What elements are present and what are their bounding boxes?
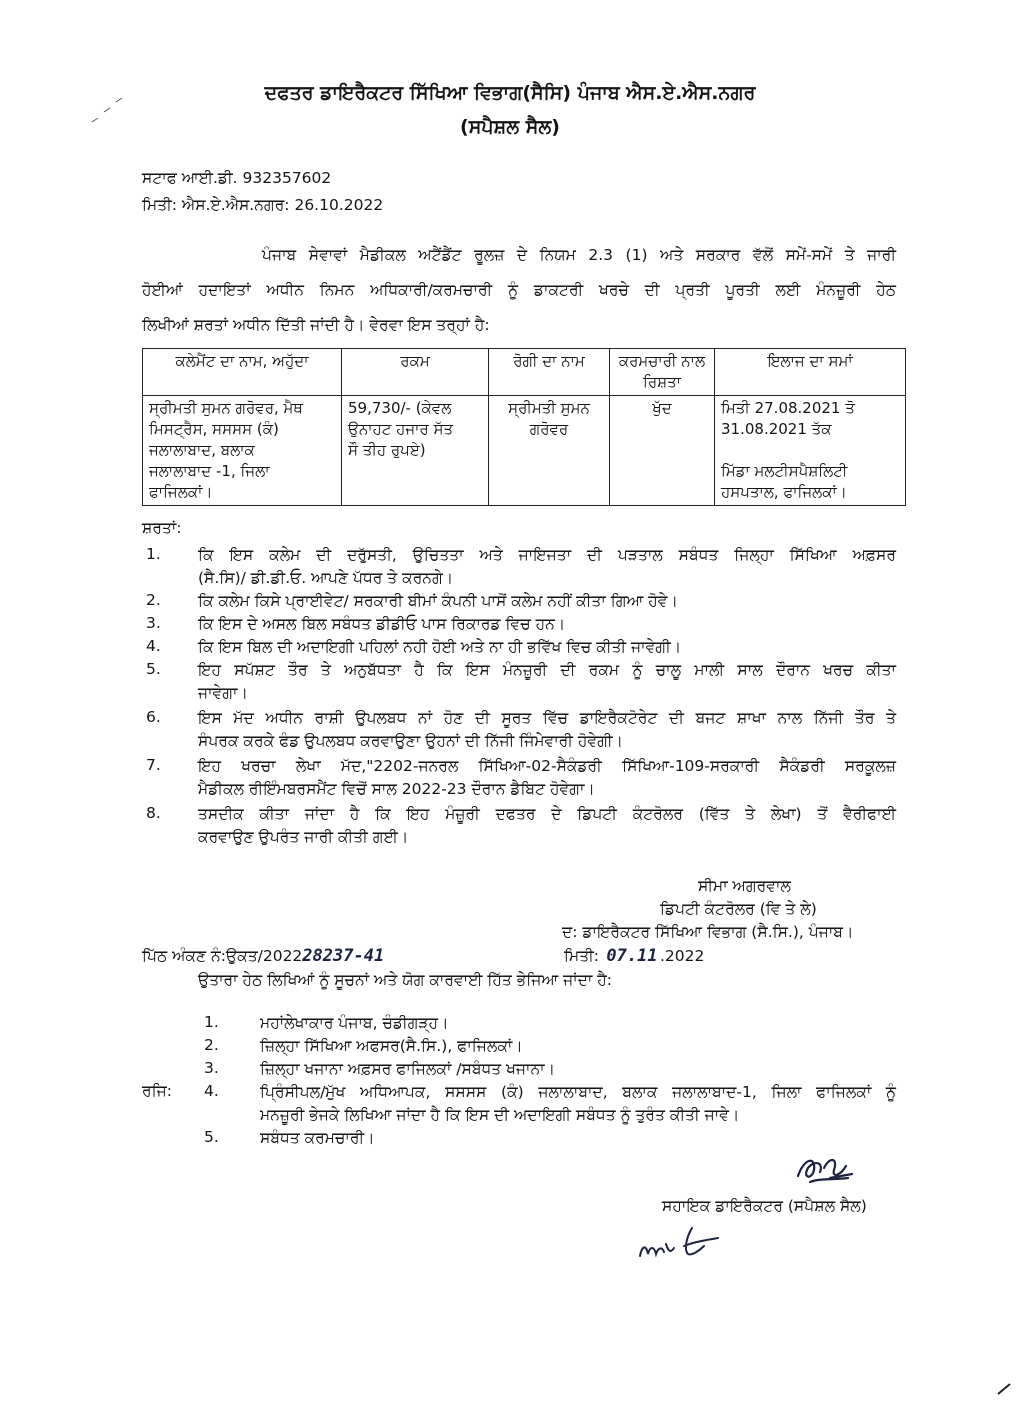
office-title: ਦਫਤਰ ਡਾਇਰੈਕਟਰ ਸਿੱਖਿਆ ਵਿਭਾਗ(ਸੈਸਿ) ਪੰਜਾਬ ਐਸ.ਏ.ਐਸ.ਨਗਰ xyxy=(264,82,756,104)
registered-prefix: ਰਜਿ: xyxy=(142,1082,172,1100)
recipient-5: ਸਬੰਧਤ ਕਰਮਚਾਰੀ। xyxy=(260,1129,375,1147)
cell-amount: 59,730/- (ਕੇਵਲ ਉਨਾਹਟ ਹਜਾਰ ਸੱਤ ਸੌ ਤੀਹ ਰੁਪਏ) xyxy=(342,396,489,506)
handwritten-date: 07.11 xyxy=(606,946,658,966)
intro-line-1: ਪੰਜਾਬ ਸੇਵਾਵਾਂ ਮੈਡੀਕਲ ਅਟੈਂਡੈਂਟ ਰੂਲਜ਼ ਦੇ ਨਿਯਮ 2.3 (1) ਅਤੇ ਸਰਕਾਰ ਵੱਲੋਂ ਸਮੇਂ-ਸਮੇਂ ਤੇ ਜਾਰੀ xyxy=(262,246,896,264)
recipient-number: 3. xyxy=(204,1059,219,1077)
condition-3-line-1: ਕਿ ਇਸ ਦੇ ਅਸਲ ਬਿਲ ਸਬੰਧਤ ਡੀਡੀਓ ਪਾਸ ਰਿਕਾਰਡ ਵਿਚ ਹਨ। xyxy=(198,615,566,633)
header-treatment: ਇਲਾਜ ਦਾ ਸਮਾਂ xyxy=(715,349,906,396)
corner-mark xyxy=(996,1380,1012,1396)
condition-5-line-1: ਇਹ ਸਪੱਸ਼ਟ ਤੌਰ ਤੇ ਅਨੁਬੱਧਤਾ ਹੈ ਕਿ ਇਸ ਮੰਨਜ਼ੂਰੀ ਦੀ ਰਕਮ ਨੂੰ ਚਾਲੂ ਮਾਲੀ ਸਾਲ ਦੌਰਾਨ ਖਰਚ ਕੀਤਾ xyxy=(198,661,896,679)
condition-6-line-2: ਸੰਪਰਕ ਕਰਕੇ ਫੰਡ ਉਪਲਬਧ ਕਰਵਾਉਣਾ ਉਹਨਾਂ ਦੀ ਨਿੱਜੀ ਜਿੰਮੇਵਾਰੀ ਹੋਵੇਗੀ। xyxy=(198,732,623,750)
condition-number: 8. xyxy=(146,804,161,822)
recipient-4-line-2: ਮਨਜ਼ੂਰੀ ਭੇਜਕੇ ਲਿਖਿਆ ਜਾਂਦਾ ਹੈ ਕਿ ਇਸ ਦੀ ਅਦਾਇਗੀ ਸਬੰਧਤ ਨੂੰ ਤੁਰੰਤ ਕੀਤੀ ਜਾਵੇ। xyxy=(260,1106,740,1124)
condition-1-line-1: ਕਿ ਇਸ ਕਲੇਮ ਦੀ ਦਰੁੱਸਤੀ, ਉਚਿਤਤਾ ਅਤੇ ਜਾਇਜਤਾ ਦੀ ਪੜਤਾਲ ਸਬੰਧਤ ਜਿਲ੍ਹਾ ਸਿੱਖਿਆ ਅਫ਼ਸਰ xyxy=(198,546,896,564)
condition-4-line-1: ਕਿ ਇਸ ਬਿਲ ਦੀ ਅਦਾਇਗੀ ਪਹਿਲਾਂ ਨਹੀ ਹੋਈ ਅਤੇ ਨਾ ਹੀ ਭਵਿੱਖ ਵਿਚ ਕੀਤੀ ਜਾਵੇਗੀ। xyxy=(198,638,682,656)
condition-number: 1. xyxy=(146,545,161,563)
condition-number: 6. xyxy=(146,708,161,726)
condition-8-line-2: ਕਰਵਾਉਣ ਉਪਰੰਤ ਜਾਰੀ ਕੀਤੀ ਗਈ। xyxy=(198,828,409,846)
condition-number: 2. xyxy=(146,591,161,609)
condition-7-line-2: ਮੈਡੀਕਲ ਰੀਇੰਮਬਰਸਮੈਂਟ ਵਿਚੋਂ ਸਾਲ 2022-23 ਦੌਰਾਨ ਡੈਬਿਟ ਹੋਵੇਗਾ। xyxy=(198,780,595,798)
recipient-number: 4. xyxy=(204,1082,219,1100)
handwritten-signature xyxy=(790,1148,870,1188)
condition-1-line-2: (ਸੈ.ਸਿ)/ ਡੀ.ਡੀ.ਓ. ਆਪਣੇ ਪੱਧਰ ਤੇ ਕਰਨਗੇ। xyxy=(198,569,454,587)
recipient-3: ਜ਼ਿਲ੍ਹਾ ਖਜਾਨਾ ਅਫ਼ਸਰ ਫਾਜਿਲਕਾਂ /ਸਬੰਧਤ ਖਜਾਨਾ। xyxy=(260,1060,556,1078)
header-amount: ਰਕਮ xyxy=(342,349,489,396)
signatory-office: ਦ: ਡਾਇਰੈਕਟਰ ਸਿੱਖਿਆ ਵਿਭਾਗ (ਸੈ.ਸਿ.), ਪੰਜਾਬ। xyxy=(562,923,854,941)
assistant-director-designation: ਸਹਾਇਕ ਡਾਇਰੈਕਟਰ (ਸਪੈਸ਼ਲ ਸੈਲ) xyxy=(662,1197,867,1215)
table-row xyxy=(143,396,906,506)
recipient-number: 2. xyxy=(204,1036,219,1054)
condition-8-line-1: ਤਸਦੀਕ ਕੀਤਾ ਜਾਂਦਾ ਹੈ ਕਿ ਇਹ ਮੰਜ਼ੂਰੀ ਦਫਤਰ ਦੇ ਡਿਪਟੀ ਕੰਟਰੋਲਰ (ਵਿੱਤ ਤੇ ਲੇਖਾ) ਤੋਂ ਵੈਰੀਫਾਈ xyxy=(198,805,896,823)
header-claimant: ਕਲੇਮੈਂਟ ਦਾ ਨਾਮ, ਅਹੁੱਦਾ xyxy=(143,349,342,396)
endorsement-number: ਪਿੱਠ ਅੰਕਣ ਨੰ:ਉਕਤ/202228237-41 xyxy=(142,946,385,966)
cell-treatment: ਮਿਤੀ 27.08.2021 ਤੋ 31.08.2021 ਤੱਕ ਮਿੱਡਾ ਮਲਟੀਸਪੈਸ਼ਲਿਟੀ ਹਸਪਤਾਲ, ਫਾਜਿਲਕਾਂ। xyxy=(715,396,906,506)
table-header-row xyxy=(143,349,906,396)
condition-number: 4. xyxy=(146,637,161,655)
endorsement-intro: ਉਤਾਰਾ ਹੇਠ ਲਿਖਿਆਂ ਨੂੰ ਸੂਚਨਾਂ ਅਤੇ ਯੋਗ ਕਾਰਵਾਈ ਹਿੱਤ ਭੇਜਿਆ ਜਾਂਦਾ ਹੈ: xyxy=(198,971,613,989)
header-patient: ਰੋਗੀ ਦਾ ਨਾਮ xyxy=(489,349,610,396)
office-subtitle: (ਸਪੈਸ਼ਲ ਸੈਲ) xyxy=(460,116,560,138)
condition-number: 5. xyxy=(146,660,161,678)
issue-date: ਮਿਤੀ: ਐਸ.ਏ.ਐਸ.ਨਗਰ: 26.10.2022 xyxy=(142,196,384,214)
condition-7-line-1: ਇਹ ਖਰਚਾ ਲੇਖਾ ਮੱਦ,"2202-ਜਨਰਲ ਸਿੱਖਿਆ-02-ਸੈਕੰਡਰੀ ਸਿੱਖਿਆ-109-ਸਰਕਾਰੀ ਸੈਕੰਡਰੀ ਸਰਕੂਲਜ਼ xyxy=(198,757,896,775)
condition-number: 3. xyxy=(146,614,161,632)
recipient-2: ਜ਼ਿਲ੍ਹਾ ਸਿੱਖਿਆ ਅਫਸਰ(ਸੈ.ਸਿ.), ਫਾਜਿਲਕਾਂ। xyxy=(260,1037,523,1055)
signatory-designation: ਡਿਪਟੀ ਕੰਟਰੋਲਰ (ਵਿ ਤੇ ਲੇ) xyxy=(660,900,817,918)
recipient-1: ਮਹਾਂਲੇਖਾਕਾਰ ਪੰਜਾਬ, ਚੰਡੀਗੜ੍ਹ। xyxy=(260,1014,449,1032)
claim-table xyxy=(142,348,906,506)
stray-pen-mark xyxy=(88,96,128,126)
condition-6-line-1: ਇਸ ਮੱਦ ਅਧੀਨ ਰਾਸ਼ੀ ਉਪਲਬਧ ਨਾਂ ਹੋਣ ਦੀ ਸੂਰਤ ਵਿੱਚ ਡਾਇਰੈਕਟੋਰੇਟ ਦੀ ਬਜਟ ਸ਼ਾਖਾ ਨਾਲ ਨਿੱਜੀ ਤੌਰ ਤੇ xyxy=(198,709,896,727)
endorsement-date: ਮਿਤੀ: 07.11 .2022 xyxy=(564,946,705,966)
recipient-number: 5. xyxy=(204,1128,219,1146)
signatory-name: ਸੀਮਾ ਅਗਰਵਾਲ xyxy=(698,877,791,895)
cell-claimant: ਸ੍ਰੀਮਤੀ ਸੁਮਨ ਗਰੋਵਰ, ਮੈਥ ਮਿਸਟ੍ਰੈਸ, ਸਸਸਸ (ਕੰ) ਜਲਾਲਾਬਾਦ, ਬਲਾਕ ਜਲਾਲਾਬਾਦ -1, ਜਿਲਾ ਫਾਜਿਲਕਾਂ। xyxy=(143,396,342,506)
recipient-4-line-1: ਪ੍ਰਿੰਸੀਪਲ/ਮੁੱਖ ਅਧਿਆਪਕ, ਸਸਸਸ (ਕੰ) ਜਲਾਲਾਬਾਦ, ਬਲਾਕ ਜਲਾਲਾਬਾਦ-1, ਜਿਲਾ ਫਾਜਿਲਕਾਂ ਨੂੰ xyxy=(260,1083,896,1101)
cell-relation: ਖੁੱਦ xyxy=(610,396,715,506)
cell-patient: ਸ੍ਰੀਮਤੀ ਸੁਮਨ ਗਰੋਵਰ xyxy=(489,396,610,506)
handwritten-endorsement-number: 28237-41 xyxy=(302,946,385,966)
handwritten-initials xyxy=(634,1224,724,1264)
header-relation: ਕਰਮਚਾਰੀ ਨਾਲ ਰਿਸ਼ਤਾ xyxy=(610,349,715,396)
condition-2-line-1: ਕਿ ਕਲੇਮ ਕਿਸੇ ਪ੍ਰਾਈਵੇਟ/ ਸਰਕਾਰੀ ਬੀਮਾਂ ਕੰਪਨੀ ਪਾਸੋਂ ਕਲੇਮ ਨਹੀਂ ਕੀਤਾ ਗਿਆ ਹੋਵੇ। xyxy=(198,592,678,610)
intro-line-3: ਲਿਖੀਆਂ ਸ਼ਰਤਾਂ ਅਧੀਨ ਦਿੱਤੀ ਜਾਂਦੀ ਹੈ। ਵੇਰਵਾ ਇਸ ਤਰ੍ਹਾਂ ਹੈ: xyxy=(142,316,490,334)
condition-number: 7. xyxy=(146,756,161,774)
condition-5-line-2: ਜਾਵੇਗਾ। xyxy=(198,684,248,702)
conditions-label: ਸ਼ਰਤਾਂ: xyxy=(142,519,182,537)
recipient-number: 1. xyxy=(204,1013,219,1031)
intro-line-2: ਹੋਈਆਂ ਹਦਾਇਤਾਂ ਅਧੀਨ ਨਿਮਨ ਅਧਿਕਾਰੀ/ਕਰਮਚਾਰੀ ਨੂੰ ਡਾਕਟਰੀ ਖਰਚੇ ਦੀ ਪ੍ਰਤੀ ਪੂਰਤੀ ਲਈ ਮੰਨਜ਼ੂਰੀ ਹੇਠ xyxy=(142,281,896,299)
staff-id: ਸਟਾਫ ਆਈ.ਡੀ. 932357602 xyxy=(142,169,332,187)
